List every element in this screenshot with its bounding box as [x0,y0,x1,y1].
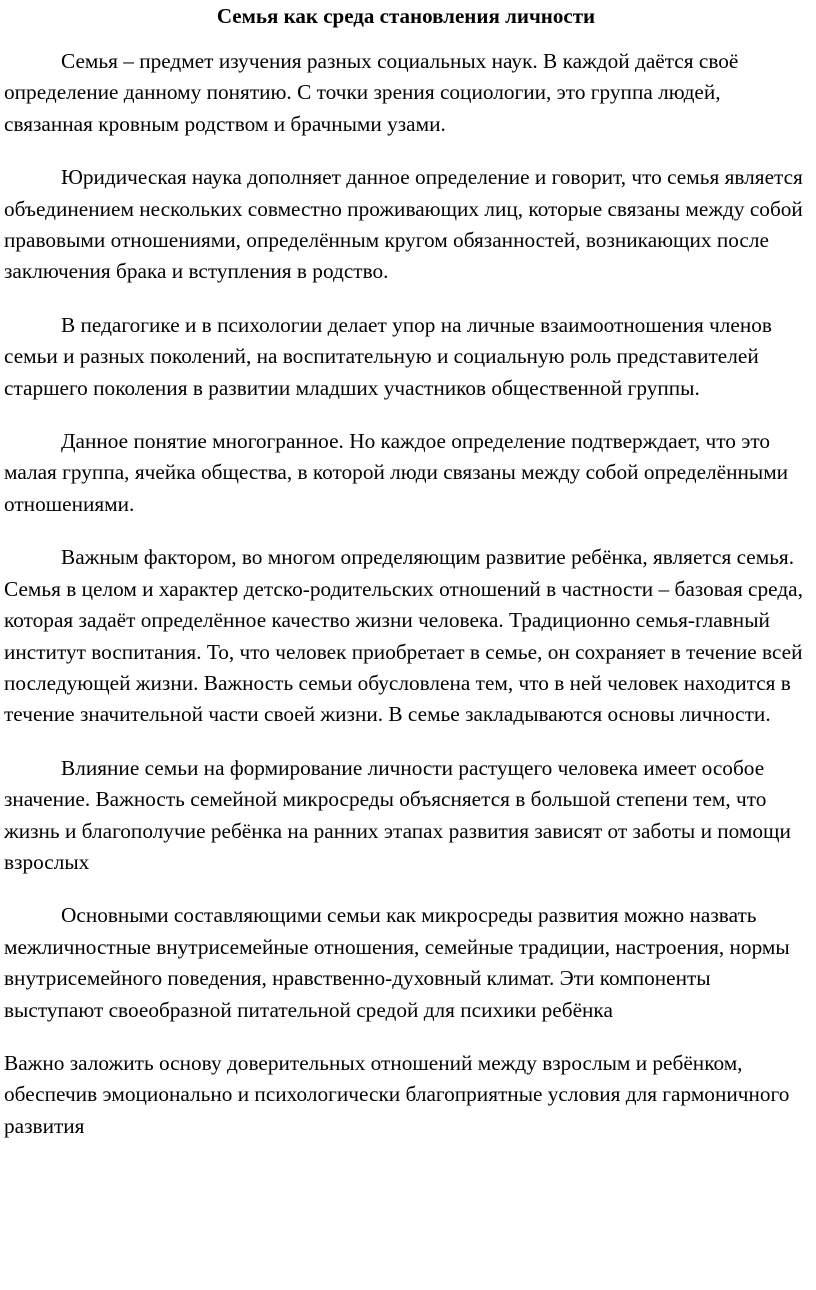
paragraph-microenvironment-components: Основными составляющими семьи как микросреды развития можно назвать межличностные внутрисемейные отношения, семейные традиции, настроения, нормы внутрисемейного поведения, нравственно-духовный климат. Эти компоненты выступают своеобразной питательной средой для психики ребёнка [4,903,790,1022]
paragraph-family-definition: Семья – предмет изучения разных социальных наук. В каждой даётся своё определение данному понятию. С точки зрения социологии, это группа людей, связанная кровным родством и брачными узами. [4,49,739,136]
paragraph-child-development-factor: Важным фактором, во многом определяющим развитие ребёнка, является семья. Семья в целом и характер детско-родительских отношений в частности – базовая среда, которая задаёт определённое качество жизни человека. Традиционно семья-главный институт воспитания. То, что человек приобретает в семье, он сохраняет в течение всей последующей жизни. Важность семьи обусловлена тем, что в ней человек находится в течение значительной части своей жизни. В семье закладываются основы личности. [4,545,803,727]
paragraph-trust-relations: Важно заложить основу доверительных отношений между взрослым и ребёнком, обеспечив эмоционально и психологически благоприятные условия для гармоничного развития [4,1050,790,1138]
paragraph-multifaceted-concept: Данное понятие многогранное. Но каждое определение подтверждает, что это малая группа, ячейка общества, в которой люди связаны между собой определёнными отношениями. [4,429,789,516]
paragraph-family-influence: Влияние семьи на формирование личности растущего человека имеет особое значение. Важность семейной микросреды объясняется в большой степени тем, что жизнь и благополучие ребёнка на ранних этапах развития зависят от заботы и помощи взрослых [4,755,791,874]
paragraph-pedagogy-psychology: В педагогике и в психологии делает упор на личные взаимоотношения членов семьи и разных поколений, на воспитательную и социальную роль представителей старшего поколения в развитии младших участников общественной группы. [4,312,772,400]
document-title: Семья как среда становления личности [216,4,596,28]
paragraph-legal-definition: Юридическая наука дополняет данное определение и говорит, что семья является объединением нескольких совместно проживающих лиц, которые связаны между собой правовыми отношениями, определённым кругом обязанностей, возникающих после заключения брака и вступления в родство. [4,165,803,284]
